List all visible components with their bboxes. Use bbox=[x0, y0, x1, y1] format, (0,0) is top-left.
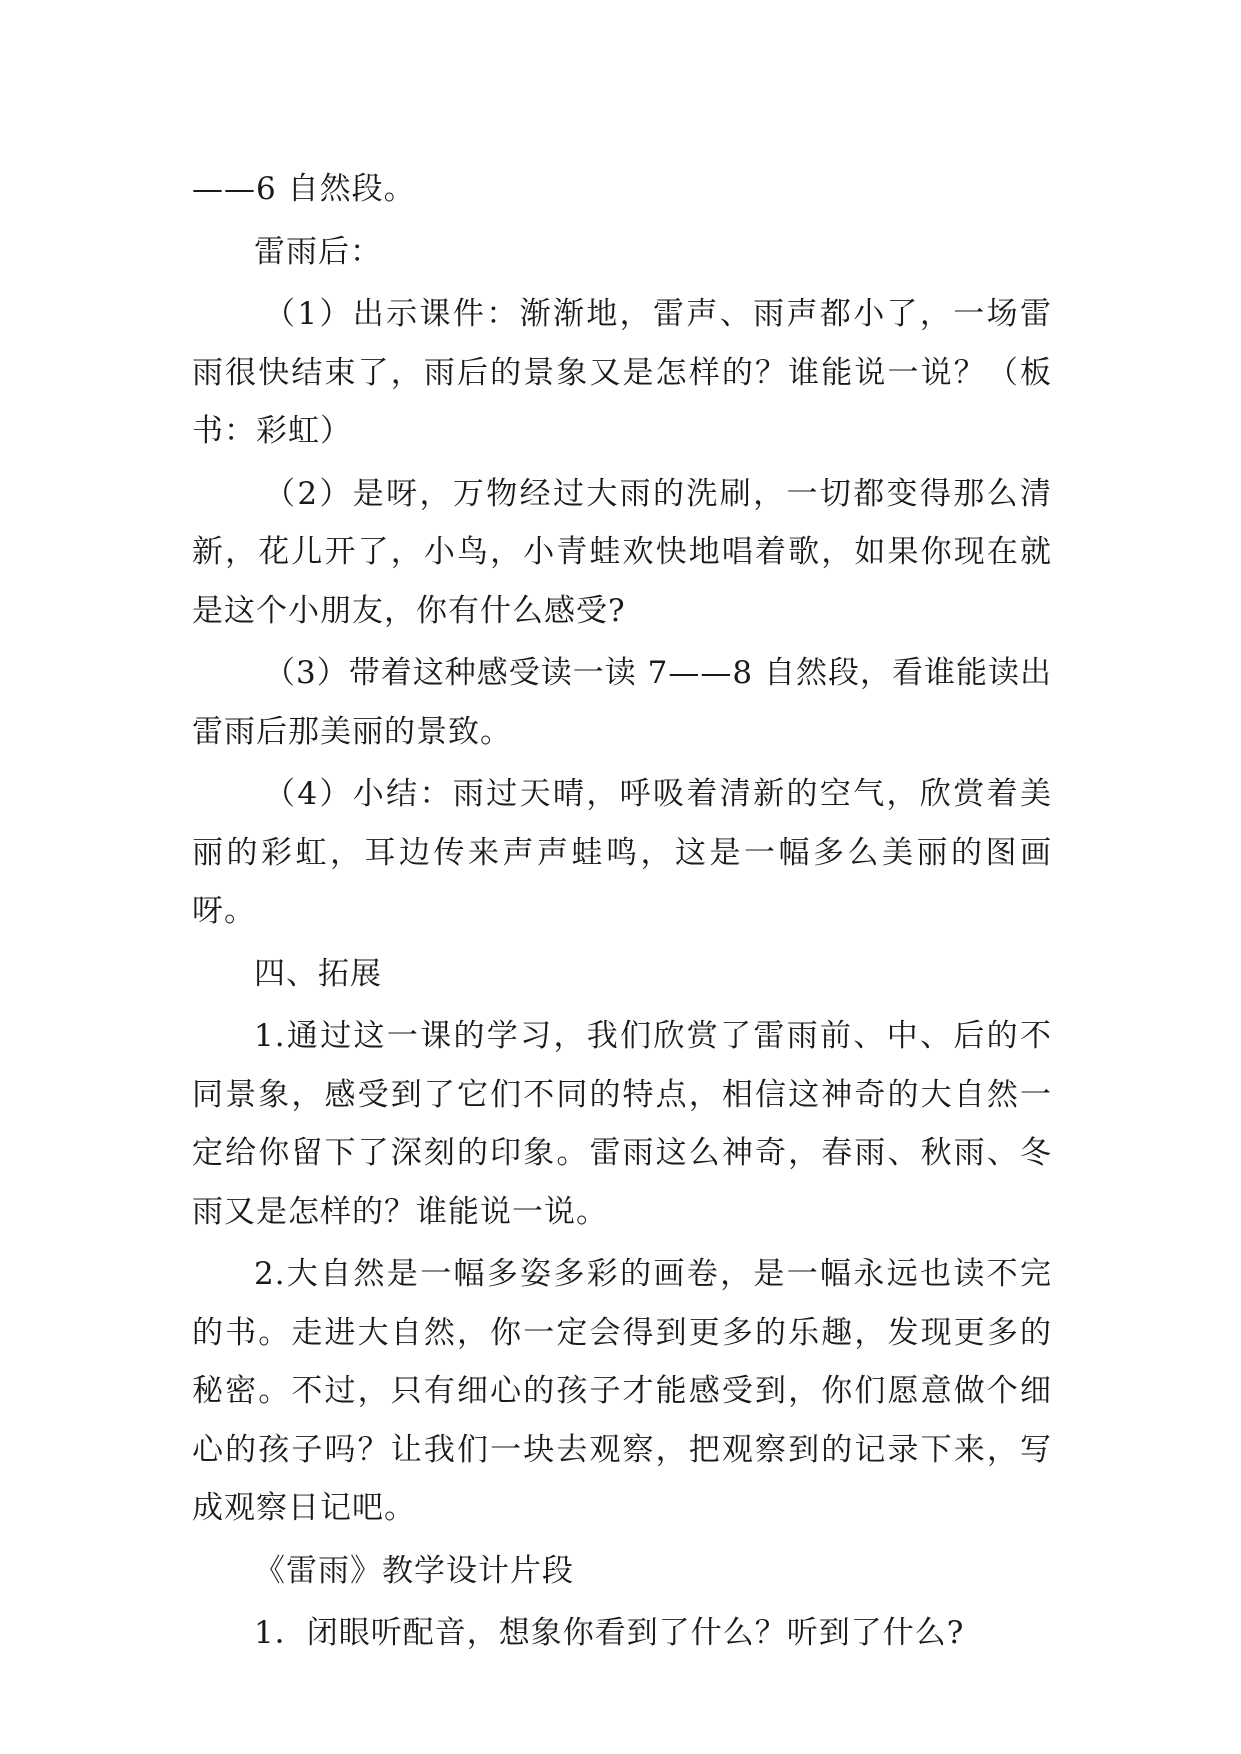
paragraph-item-4: （4）小结：雨过天晴，呼吸着清新的空气，欣赏着美丽的彩虹，耳边传来声声蛙鸣，这是一幅多么美丽的图画呀。 bbox=[192, 776, 1052, 929]
paragraph-item-1: （1）出示课件：渐渐地，雷声、雨声都小了，一场雷雨很快结束了，雨后的景象又是怎样的？谁能说一说？（板书：彩虹） bbox=[192, 296, 1052, 449]
document-body bbox=[192, 160, 1052, 1667]
paragraph-continuation: ——6 自然段。 bbox=[192, 171, 416, 207]
section-heading-design-fragment: 《雷雨》教学设计片段 bbox=[254, 1552, 574, 1589]
paragraph-extension-1: 1.通过这一课的学习，我们欣赏了雷雨前、中、后的不同景象，感受到了它们不同的特点，相信这神奇的大自然一定给你留下了深刻的印象。雷雨这么神奇，春雨、秋雨、冬雨又是怎样的？谁能说一说。 bbox=[192, 1018, 1052, 1230]
section-heading-extension: 四、拓展 bbox=[254, 955, 382, 992]
paragraph-fragment-1: 1．闭眼听配音，想象你看到了什么？听到了什么? bbox=[254, 1615, 965, 1651]
paragraph-extension-2: 2.大自然是一幅多姿多彩的画卷，是一幅永远也读不完的书。走进大自然，你一定会得到更多的乐趣，发现更多的秘密。不过，只有细心的孩子才能感受到，你们愿意做个细心的孩子吗？让我们一块去观察，把观察到的记录下来，写成观察日记吧。 bbox=[192, 1256, 1052, 1526]
paragraph-item-3: （3）带着这种感受读一读 7——8 自然段，看谁能读出雷雨后那美丽的景致。 bbox=[192, 655, 1052, 750]
paragraph-item-2: （2）是呀，万物经过大雨的洗刷，一切都变得那么清新，花儿开了，小鸟，小青蛙欢快地唱着歌，如果你现在就是这个小朋友，你有什么感受? bbox=[192, 475, 1052, 629]
paragraph-heading-after-storm: 雷雨后： bbox=[254, 233, 382, 270]
